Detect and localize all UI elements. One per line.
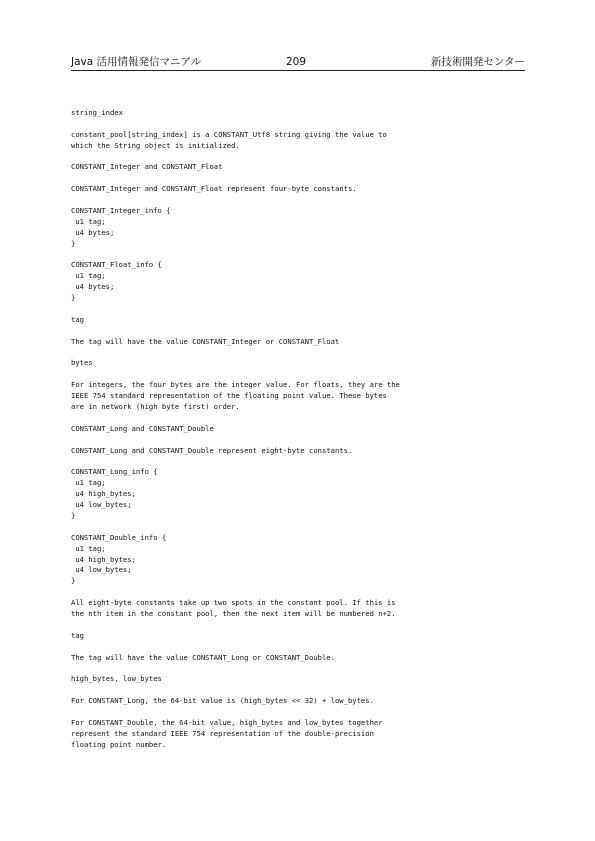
text-line: CONSTANT_Long and CONSTANT_Double represent eight-byte constants. [71,445,353,455]
text-line: tag [71,314,84,324]
blank-line [71,457,525,468]
text-line: The tag will have the value CONSTANT_Long or CONSTANT_Double. [71,652,335,662]
text-line: CONSTANT_Long and CONSTANT_Double [71,423,214,433]
text-line: string_index [71,108,123,117]
text-line: } [71,576,76,586]
text-line: u1 tag; [71,478,106,488]
text-line: u4 high_bytes; [71,554,136,564]
header-title: Java 活用情報発信マニアル [71,56,202,68]
text-line: bytes [71,358,93,368]
blank-line [71,369,525,380]
text-line: which the String object is initialized. [71,140,240,150]
text-line: For CONSTANT_Double, the 64-bit value, high_bytes and low_bytes together [71,717,383,727]
text-line: CONSTANT_Float_info { [71,260,162,270]
text-line: CONSTANT_Integer and CONSTANT_Float represent four-byte constants. [71,184,357,194]
blank-line [71,195,525,206]
text-line: u4 low_bytes; [71,500,132,510]
blank-line [71,587,525,598]
text-line: tag [71,630,84,640]
header-organization: 新技術開発センター [430,56,525,68]
text-line: CONSTANT_Integer_info { [71,206,171,216]
text-line: For integers, the four bytes are the integer value. For floats, they are the [71,380,400,390]
text-line: The tag will have the value CONSTANT_Integer or CONSTANT_Float [71,336,340,346]
text-line: u4 bytes; [71,282,115,292]
blank-line [71,119,525,130]
blank-line [71,620,525,631]
body-text [71,108,525,751]
text-line: } [71,510,76,520]
text-line: CONSTANT_Long_info { [71,467,158,477]
blank-line [71,250,525,261]
text-line: IEEE 754 standard representation of the floating point value. These bytes [71,391,387,401]
text-line: high_bytes, low_bytes [71,674,162,684]
text-line: floating point number. [71,739,167,749]
text-line: } [71,238,76,248]
blank-line [71,642,525,653]
text-line: u1 tag; [71,216,106,226]
blank-line [71,304,525,315]
blank-line [71,173,525,184]
text-line: constant_pool[string_index] is a CONSTANT_Utf8 string giving the value to [71,129,387,139]
page-number: 209 [286,56,307,68]
text-line: u4 bytes; [71,227,115,237]
header-rule [71,70,525,71]
blank-line [71,413,525,424]
blank-line [71,152,525,163]
text-line: represent the standard IEEE 754 representation of the double-precision [71,728,374,738]
text-line: u1 tag; [71,543,106,553]
blank-line [71,348,525,359]
text-line: u1 tag; [71,271,106,281]
blank-line [71,326,525,337]
blank-line [71,685,525,696]
blank-line [71,707,525,718]
blank-line [71,522,525,533]
text-line: the nth item in the constant pool, then the next item will be numbered n+2. [71,608,396,618]
text-line: CONSTANT_Integer and CONSTANT_Float [71,162,223,172]
text-line: are in network (high byte first) order. [71,402,240,412]
text-line: CONSTANT_Double_info { [71,532,167,542]
text-line: } [71,293,76,303]
text-line: u4 low_bytes; [71,565,132,575]
blank-line [71,663,525,674]
blank-line [71,435,525,446]
page-header [71,54,525,70]
text-line: For CONSTANT_Long, the 64-bit value is (high_bytes << 32) + low_bytes. [71,696,374,706]
text-line: u4 high_bytes; [71,489,136,499]
text-line: All eight-byte constants take up two spots in the constant pool. If this is [71,598,396,608]
